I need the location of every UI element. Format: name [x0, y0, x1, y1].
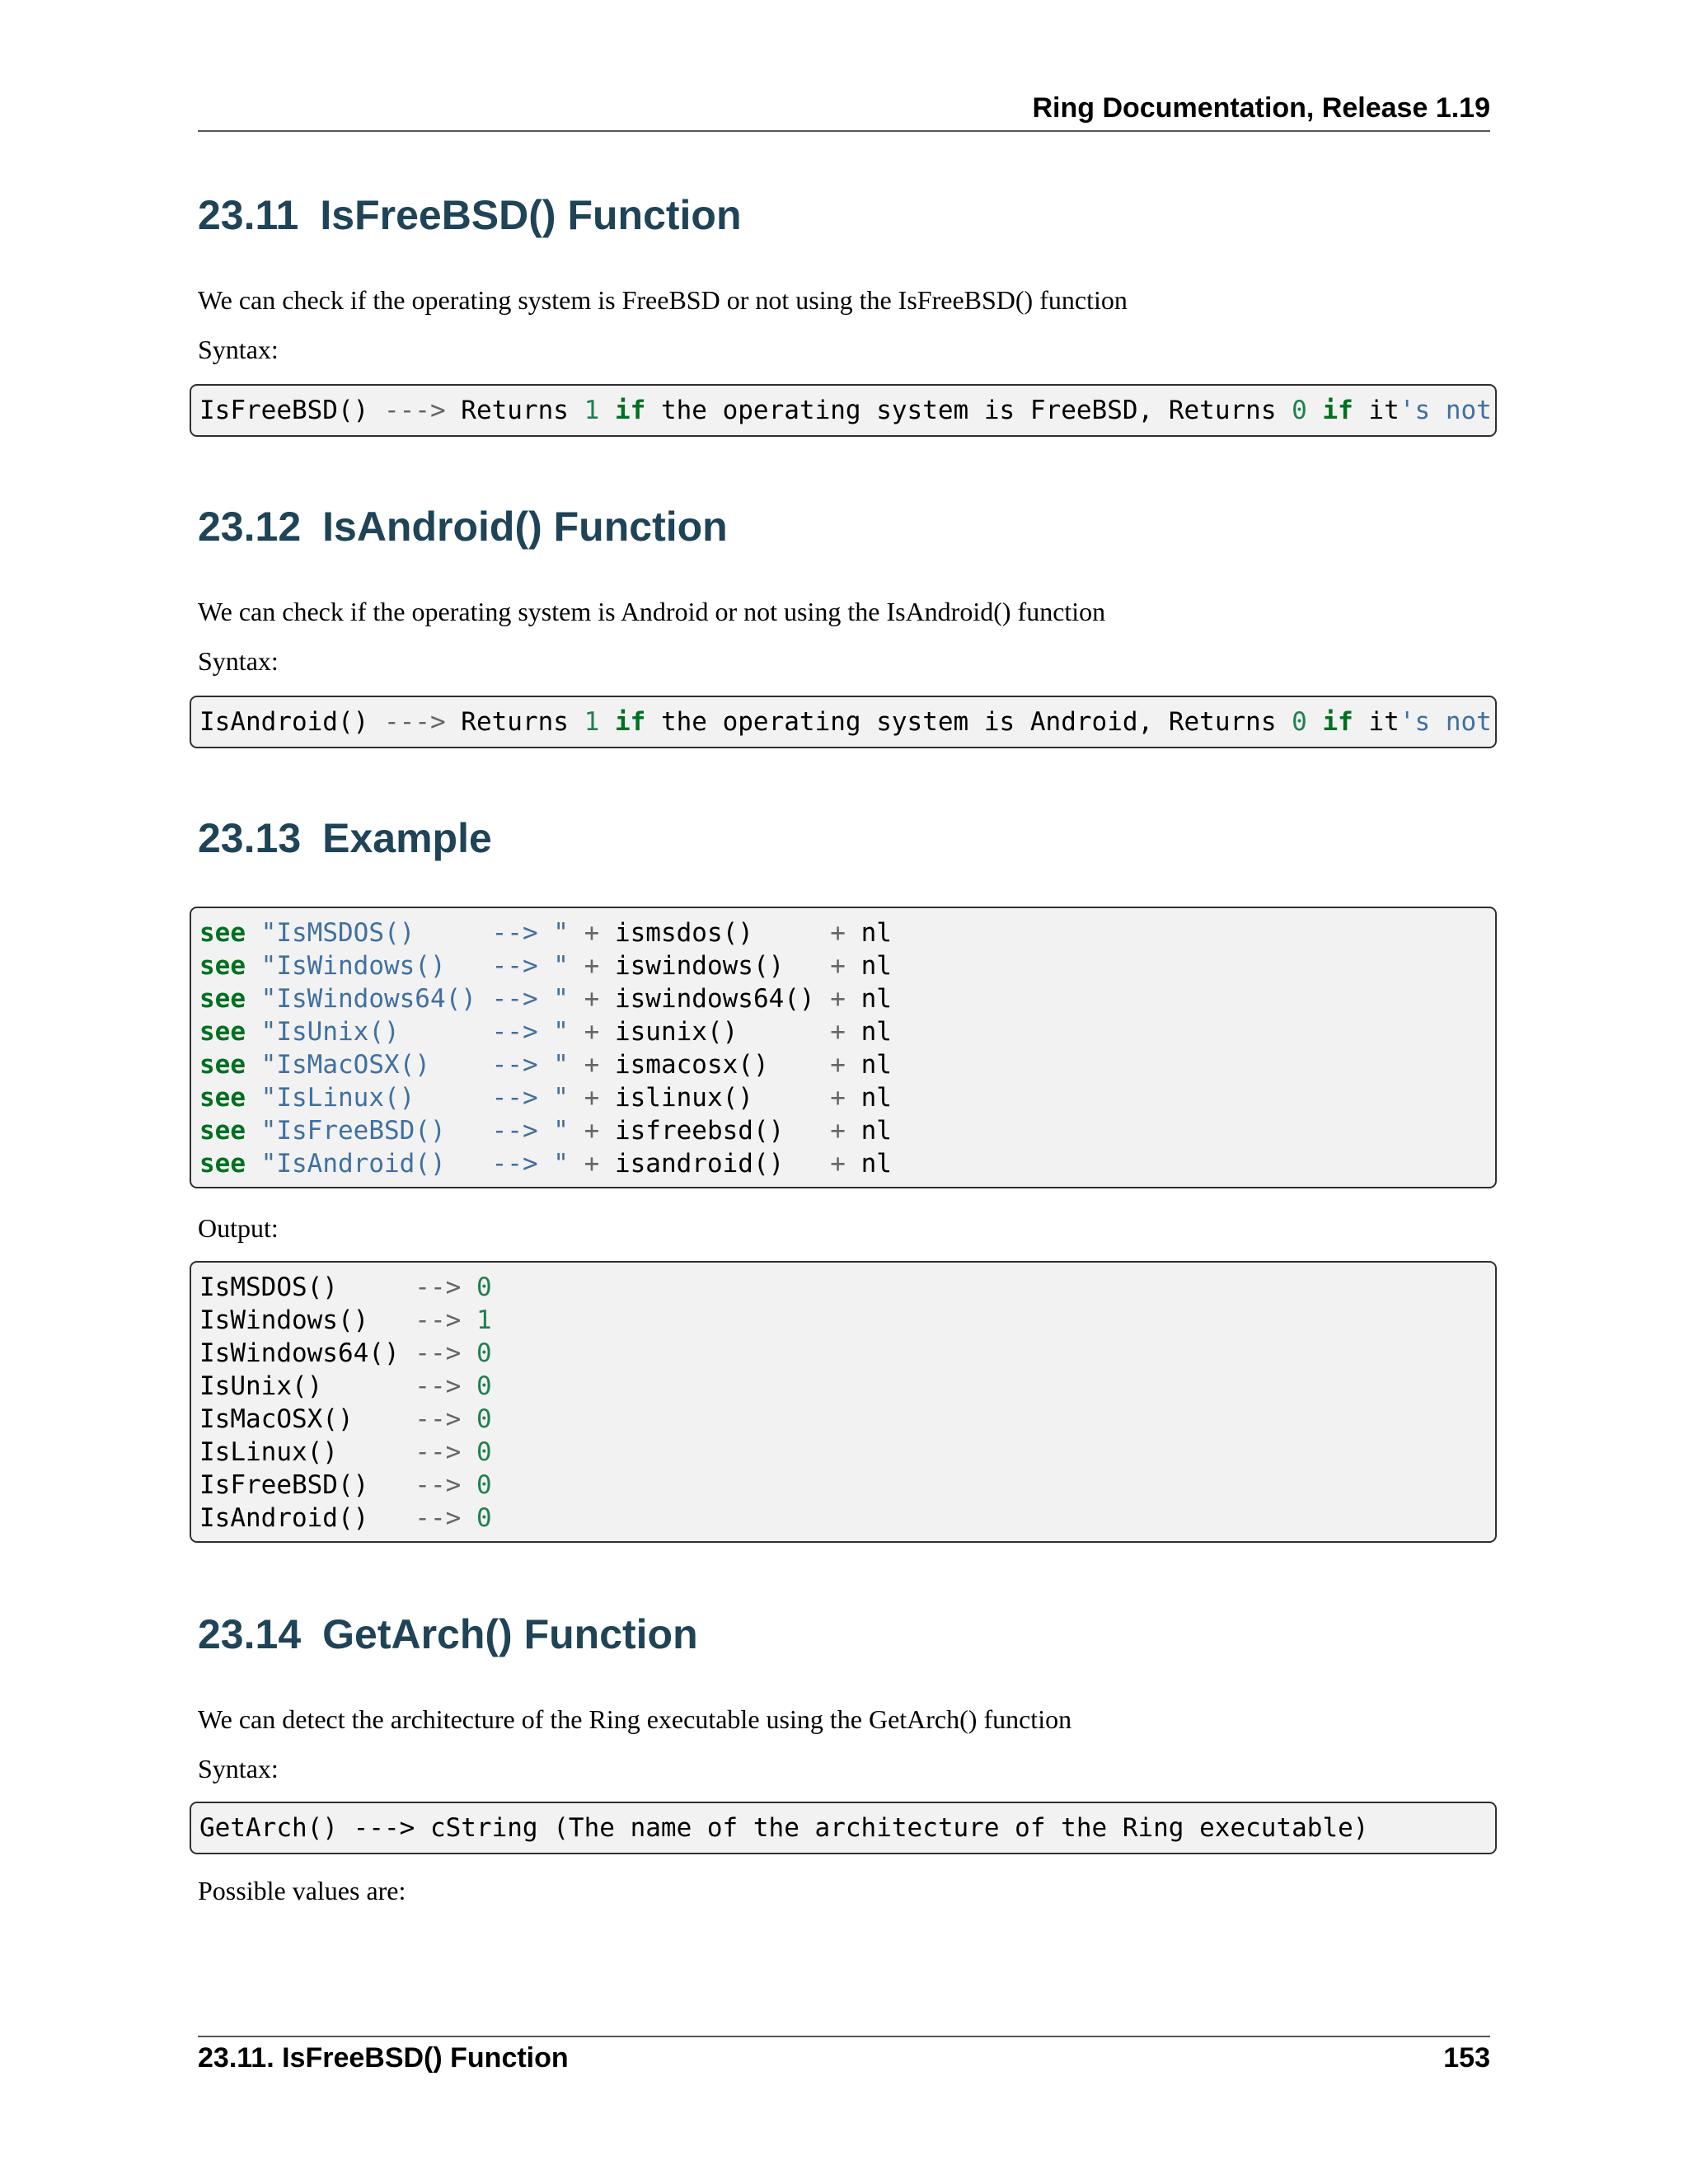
code-line: GetArch() ---> cString (The name of the architecture of the Ring executable) [199, 1813, 1369, 1843]
example-code-line: see "IsWindows64() --> " + iswindows64() + nl [199, 984, 892, 1014]
syntax-code-block [190, 384, 1497, 437]
syntax-label: Syntax: [198, 1754, 279, 1783]
output-line: IsMSDOS() --> 0 [199, 1272, 492, 1302]
section-title: IsFreeBSD() Function [320, 192, 742, 238]
section-heading-23-13 [198, 814, 492, 862]
code-line: IsFreeBSD() ---> Returns 1 if the operating system is FreeBSD, Returns 0 if it's not [199, 396, 1492, 425]
section-description: We can detect the architecture of the Ring executable using the GetArch() function [198, 1704, 1072, 1734]
section-description: We can check if the operating system is Android or not using the IsAndroid() function [198, 597, 1106, 626]
section-description: We can check if the operating system is FreeBSD or not using the IsFreeBSD() function [198, 285, 1128, 315]
output-line: IsMacOSX() --> 0 [199, 1404, 492, 1434]
example-code-line: see "IsFreeBSD() --> " + isfreebsd() + nl [199, 1116, 892, 1146]
section-heading-23-14 [198, 1610, 698, 1658]
section-number: 23.11 [198, 192, 299, 238]
syntax-label: Syntax: [198, 335, 279, 364]
section-title: Example [322, 815, 492, 861]
section-heading-23-11 [198, 191, 742, 239]
example-code-block [190, 907, 1497, 1188]
example-code-line: see "IsMSDOS() --> " + ismsdos() + nl [199, 918, 892, 948]
syntax-code-block [190, 696, 1497, 748]
header-rule [198, 130, 1490, 132]
section-number: 23.12 [198, 504, 302, 550]
output-line: IsUnix() --> 0 [199, 1371, 492, 1401]
example-code-line: see "IsAndroid() --> " + isandroid() + nl [199, 1149, 892, 1179]
example-code-line: see "IsUnix() --> " + isunix() + nl [199, 1017, 892, 1047]
possible-values-label: Possible values are: [198, 1876, 406, 1905]
example-code-line: see "IsMacOSX() --> " + ismacosx() + nl [199, 1050, 892, 1080]
code-line: IsAndroid() ---> Returns 1 if the operating system is Android, Returns 0 if it's not [199, 707, 1492, 737]
running-header: Ring Documentation, Release 1.19 [1032, 92, 1490, 124]
section-number: 23.14 [198, 1611, 302, 1657]
output-line: IsFreeBSD() --> 0 [199, 1470, 492, 1500]
section-title: GetArch() Function [322, 1611, 698, 1657]
footer-section-title: 23.11. IsFreeBSD() Function [198, 2042, 569, 2074]
page-number: 153 [1443, 2042, 1490, 2074]
output-line: IsWindows64() --> 0 [199, 1338, 492, 1368]
output-line: IsLinux() --> 0 [199, 1437, 492, 1467]
output-label: Output: [198, 1213, 279, 1243]
output-line: IsWindows() --> 1 [199, 1305, 492, 1335]
syntax-label: Syntax: [198, 646, 279, 676]
example-code-line: see "IsWindows() --> " + iswindows() + nl [199, 951, 892, 981]
footer-rule [198, 2036, 1490, 2037]
section-title: IsAndroid() Function [322, 504, 728, 550]
syntax-code-block [190, 1802, 1497, 1854]
output-line: IsAndroid() --> 0 [199, 1503, 492, 1533]
section-heading-23-12 [198, 503, 728, 551]
section-number: 23.13 [198, 815, 302, 861]
output-code-block [190, 1261, 1497, 1543]
example-code-line: see "IsLinux() --> " + islinux() + nl [199, 1083, 892, 1113]
